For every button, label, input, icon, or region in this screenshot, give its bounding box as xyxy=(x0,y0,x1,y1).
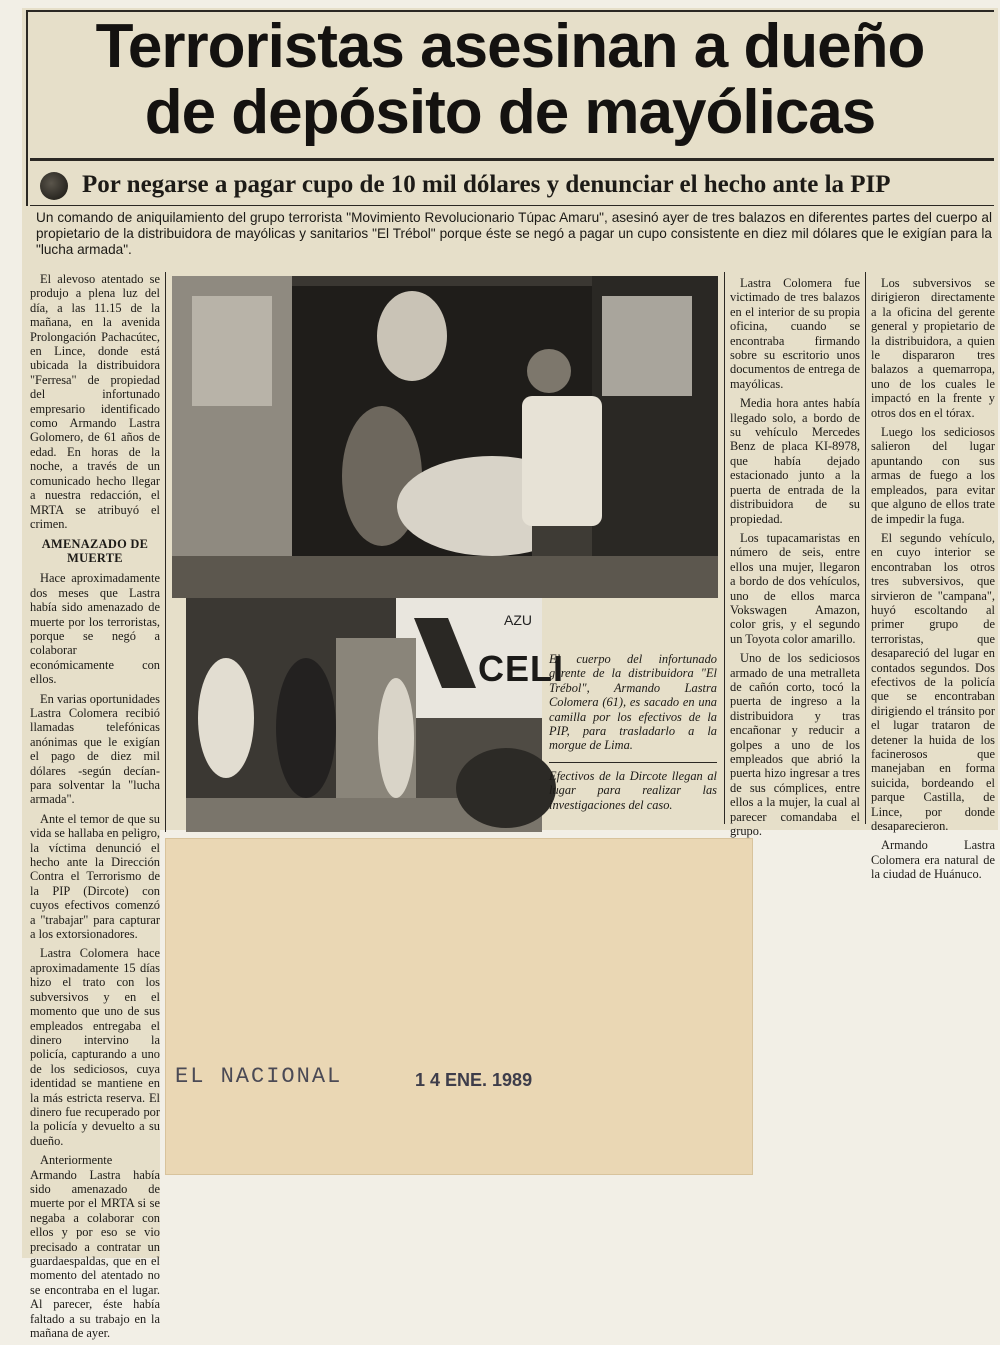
col1-paragraph-3: En varias oportunidades Lastra Colomera recibió llamadas telefónicas anónimas que le exigían el pago de diez mil dólares -según decían- para solventar la "lucha armada". xyxy=(30,691,160,807)
photo-stretcher xyxy=(172,276,718,598)
rule-under-subhead xyxy=(30,205,994,206)
col1-paragraph-4: Ante el temor de que su vida se hallaba en peligro, la víctima denunció el hecho ante la Dirección Contra el Terrorismo de la PIP (Dircote) con cuyos efectivos comenzó a "trabajar" para capturar a los extorsionadores. xyxy=(30,811,160,942)
rule-caption-divider xyxy=(549,762,717,763)
col3-paragraph-3: Los tupacamaristas en número de seis, entre ellos una mujer, llegaron a bordo de dos vehículos, uno de ellos marca Vokswagen Amazon, color gris, y el segundo un Toyota color amarillo. xyxy=(730,530,860,646)
rule-col-divider-3 xyxy=(724,272,725,824)
col1-subheading: AMENAZADO DE MUERTE xyxy=(41,537,149,566)
archive-card xyxy=(165,838,753,1175)
rule-left xyxy=(26,10,28,206)
col1-paragraph-6: Anteriormente Armando Lastra había sido amenazado de muerte por el MRTA si se negaba a colaborar con ellos y por eso se vio precisado a contratar un guardaespaldas, que en el momento del atentado no se encontraba en el lugar. Al parecer, éste había faltado a su trabajo en la mañana de ayer. xyxy=(30,1153,160,1341)
col3-paragraph-4: Uno de los sediciosos armado de una metralleta de cañón corto, tocó la puerta de ingreso a la distribuidora y tras encañonar y reducir a golpes a uno de los empleados que abrió la puerta hizo ingresar a tres de sus cómplices, entre ellos a la mujer, la cual al parecer comandaba el grupo. xyxy=(730,651,860,839)
headline-line-2: de depósito de mayólicas xyxy=(144,78,876,147)
col4-paragraph-1: Los subversivos se dirigieron directamente a la oficina del gerente general y propietario de la distribuidora, a quien le dispararon tres balazos a quemarropa, uno de los cuales le impactó en la frente y otros dos en el tórax. xyxy=(871,276,995,420)
lede-paragraph: Un comando de aniquilamiento del grupo terrorista "Movimiento Revolucionario Túpac Amaru", asesinó ayer de tres balazos en diferentes partes del cuerpo al propietario de la distribuidora de mayólicas y sanitarios "El Trébol" porque éste se negó a pagar un cupo consistente en diez mil dólares que le exigían para la "lucha armada". xyxy=(36,210,992,257)
caption-investigators: Efectivos de la Dircote llegan al lugar para realizar las investigaciones del caso. xyxy=(549,769,717,812)
stamp-newspaper-name: EL NACIONAL xyxy=(175,1064,343,1089)
stamp-date: 1 4 ENE. 1989 xyxy=(415,1070,533,1090)
col4-paragraph-4: Armando Lastra Colomera era natural de la ciudad de Huánuco. xyxy=(871,838,995,882)
photo-stretcher-image xyxy=(172,276,718,598)
col1-paragraph-2: Hace aproximadamente dos meses que Lastra había sido amenazado de muerte por los terroristas, porque se negó a colaborar económicamente con ellos. xyxy=(30,571,160,687)
photo-investigators-image xyxy=(186,598,542,832)
col3-paragraph-1: Lastra Colomera fue victimado de tres balazos en el interior de su propia oficina, cuando se encontraba firmando sobre su escritorio unos documentos de entrega de mayólicas. xyxy=(730,276,860,391)
col1-paragraph-5: Lastra Colomera hace aproximadamente 15 días hizo el trato con los subversivos y en el momento que uno de sus empleados entregaba el dinero intervino la policía, capturando a uno de los sediciosos, cuya identidad se mantiene en la más estricta reserva. El dinero fue recuperado por la policía y devuelto a su dueño. xyxy=(30,946,160,1148)
rule-col-divider-1 xyxy=(165,272,166,832)
caption-stretcher: El cuerpo del infortunado gerente de la distribuidora "El Trébol", Armando Lastra Colomera (61), es sacado en una camilla por los efectivos de la PIP, para trasladarlo a la morgue de Lima. xyxy=(549,652,717,753)
photo-investigators xyxy=(186,598,565,832)
photo2-sign: CELI xyxy=(478,648,565,689)
subheadline: Por negarse a pagar cupo de 10 mil dólares y denunciar el hecho ante la PIP xyxy=(82,171,891,198)
rule-col-divider-4 xyxy=(865,272,866,824)
col4-paragraph-2: Luego los sediciosos salieron del lugar apuntando con sus armas de fuego a los empleados, para evitar que alguno de ellos trate de impedir la fuga. xyxy=(871,425,995,526)
col3-paragraph-2: Media hora antes había llegado solo, a bordo de su vehículo Mercedes Benz de placa KI-8978, que había dejado estacionado junto a la puerta de entrada de la distribuidora de su propiedad. xyxy=(730,396,860,526)
photo2-sign-top: AZU xyxy=(504,612,532,628)
bullet-icon xyxy=(40,172,68,200)
col1-paragraph-1: El alevoso atentado se produjo a plena luz del día, a las 11.15 de la mañana, en la avenida Prolongación Pachacútec, en Lince, donde está ubicada la distribuidora "Ferresa" de propiedad del infortunado empresario identificado como Armando Lastra Golomero, de 61 años de edad. En horas de la noche, a través de un comunicado hecho llegar a nuestra redacción, el MRTA se atribuyó el crimen. xyxy=(30,272,160,531)
column-4 xyxy=(871,276,995,887)
column-3 xyxy=(730,276,860,843)
rule-under-headline xyxy=(30,158,994,161)
col4-paragraph-3: El segundo vehículo, en cuyo interior se encontraban los otros tres subversivos, que sirvieron de "campana", huyó escoltando al primer grupo de terroristas, que desapareció del lugar en contados segundos. Dos efectivos de la policía que se encontraban dirigiendo el tránsito por el lugar trataron de detener la huida de los facinerosos que manejaban en forma suicida, bordeando el parque Castilla, de Lince, por donde desaparecieron. xyxy=(871,530,995,834)
column-1 xyxy=(30,272,160,1345)
headline xyxy=(30,14,990,146)
headline-line-1: Terroristas asesinan a dueño xyxy=(95,12,925,81)
